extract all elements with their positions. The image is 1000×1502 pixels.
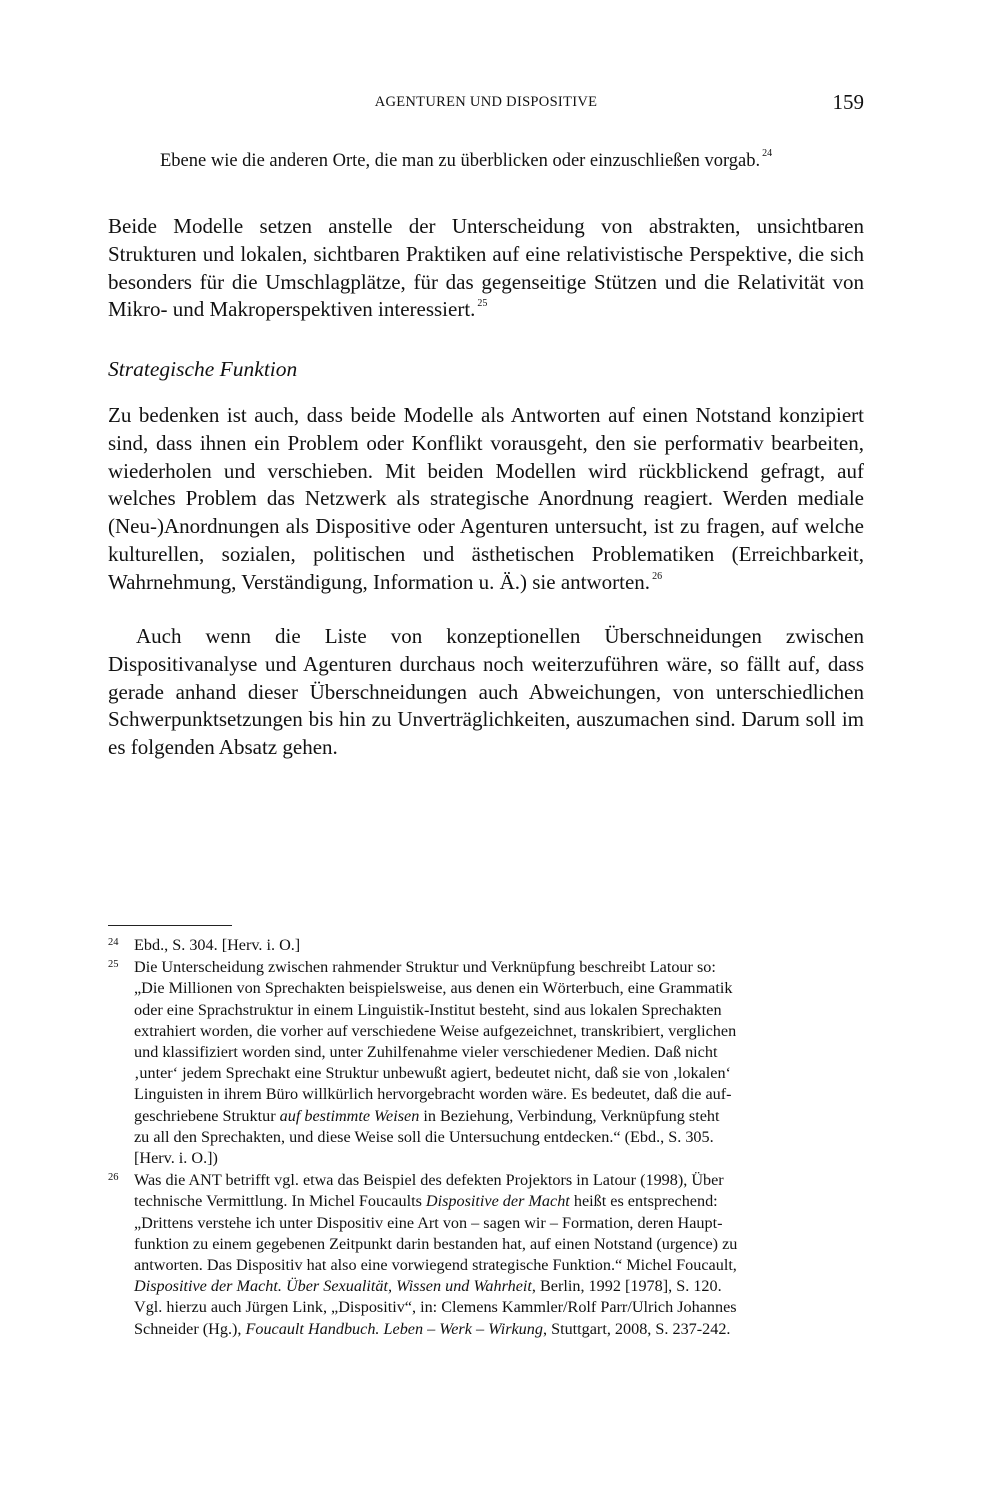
footnote-line — [134, 1106, 864, 1127]
body-paragraph-2 — [108, 402, 864, 601]
running-title: AGENTUREN UND DISPOSITIVE — [374, 94, 598, 110]
footnote-italic-text: auf bestimmte Weisen — [279, 1106, 420, 1125]
footnote-text: in Beziehung, Verbindung, Verknüpfung steht — [419, 1106, 720, 1125]
footnote-divider — [108, 925, 232, 926]
paragraph-1-text: Beide Modelle setzen anstelle der Unterscheidung von abstrakten, unsichtbaren Strukturen und lokalen, sichtbaren Praktiken auf eine relativistische Perspektive, die sich besonders für die Umschlagplätze, für das gegenseitige Stützen und die Relativität von Mikro- und Makroperspektiven interessiert. — [108, 214, 864, 322]
block-quote — [160, 149, 864, 176]
running-header — [108, 90, 864, 120]
paragraph-2-text: Zu bedenken ist auch, dass beide Modelle als Antworten auf einen Notstand konzipiert sind, dass ihnen ein Problem oder Konflikt vorausgeht, den sie performativ bearbeiten, wiederholen und verschieben. Mit beiden Modellen wird rückblickend gefragt, auf welches Problem das Netzwerk als strategische Anordnung reagiert. Werden mediale (Neu-)Anordnungen als Dispositive oder Agenturen untersucht, ist zu fragen, auf welche kulturellen, sozialen, politischen und ästhetischen Problematiken (Erreichbarkeit, Wahrnehmung, Verständigung, Information u. Ä.) sie antworten. — [108, 403, 864, 594]
footnote-line: zu all den Sprechakten, und diese Weise soll die Untersuchung entdecken.“ (Ebd., S. 305. — [134, 1127, 714, 1146]
footnote-24 — [108, 935, 864, 956]
footnote-mark: 24 — [108, 937, 119, 948]
footnotes — [108, 935, 864, 1341]
footnote-text: geschriebene Struktur — [134, 1106, 280, 1125]
footnote-line: Vgl. hierzu auch Jürgen Link, „Dispositiv“, in: Clemens Kammler/Rolf Parr/Ulrich Johannes — [134, 1298, 737, 1317]
footnote-line: ‚unter‘ jedem Sprechakt eine Struktur unbewußt agiert, bedeutet nicht, daß sie von ‚lokalen‘ — [134, 1064, 731, 1083]
footnote-text: , Stuttgart, 2008, S. 237-242. — [542, 1319, 731, 1338]
footnote-italic-text: Dispositive der Macht. Über Sexualität, Wissen und Wahrheit — [134, 1277, 532, 1296]
section-heading: Strategische Funktion — [108, 357, 298, 381]
footnote-line: extrahiert worden, die vorher auf verschiedene Weise aufgezeichnet, transkribiert, verglichen — [134, 1021, 737, 1040]
footnote-line: „Die Millionen von Sprechakten beispielsweise, aus denen ein Wörterbuch, eine Grammatik — [134, 979, 733, 998]
footnote-26 — [108, 1170, 864, 1340]
footnote-ref-26[interactable]: 26 — [652, 570, 663, 582]
footnote-text: , Berlin, 1992 [1978], S. 120. — [531, 1277, 722, 1296]
footnote-line: [Herv. i. O.]) — [134, 1149, 218, 1168]
block-quote-text: Ebene wie die anderen Orte, die man zu überblicken oder einzuschließen vorgab. — [160, 151, 761, 171]
body-paragraph-1 — [108, 213, 864, 328]
paragraph-3-text: Auch wenn die Liste von konzeptionellen Überschneidungen zwischen Dispositivanalyse und Agenturen durchaus noch weiterzuführen wäre, so fällt auf, dass gerade anhand dieser Überschneidungen auch Abweichungen, von unterschiedlichen Schwerpunktsetzungen bis hin zu Unverträglichkeiten, auszumachen sind. Darum soll im es folgenden Absatz gehen. — [108, 624, 864, 760]
page-number: 159 — [832, 90, 864, 114]
footnote-mark: 26 — [108, 1172, 119, 1184]
footnote-line: funktion zu einem gegebenen Zeitpunkt darin bestanden hat, auf einen Notstand (urgence) zu — [134, 1234, 738, 1253]
body-paragraph-3 — [108, 623, 864, 762]
footnote-line: Die Unterscheidung zwischen rahmender Struktur und Verknüpfung beschreibt Latour so: — [134, 958, 716, 977]
footnote-25 — [108, 957, 864, 1169]
footnote-text: technische Vermittlung. In Michel Foucaults — [134, 1192, 426, 1211]
footnote-line: oder eine Sprachstruktur in einem Linguistik-Institut besteht, sind aus lokalen Sprechakten — [134, 1000, 722, 1019]
footnote-line: antworten. Das Dispositiv hat also eine vorwiegend strategische Funktion.“ Michel Foucault, — [134, 1256, 737, 1275]
footnote-line: Linguisten in ihrem Büro willkürlich hervorgebracht worden wäre. Es bedeutet, daß die auf- — [134, 1085, 732, 1104]
footnote-line: „Drittens verstehe ich unter Dispositiv eine Art von – sagen wir – Formation, deren Haupt- — [134, 1213, 723, 1232]
footnote-italic-text: Foucault Handbuch. Leben – Werk – Wirkung — [245, 1319, 543, 1338]
footnote-line — [134, 1191, 864, 1212]
footnote-text: heißt es entsprechend: — [569, 1192, 718, 1211]
footnote-italic-text: Dispositive der Macht — [425, 1192, 570, 1211]
footnote-ref-25[interactable]: 25 — [477, 298, 488, 310]
footnote-line: Was die ANT betrifft vgl. etwa das Beispiel des defekten Projektors in Latour (1998), Über — [134, 1171, 724, 1190]
footnote-line — [134, 1276, 864, 1297]
footnote-mark: 25 — [108, 959, 119, 971]
footnote-line: Ebd., S. 304. [Herv. i. O.] — [134, 936, 301, 954]
footnote-ref-24[interactable]: 24 — [762, 148, 773, 159]
footnote-line: und klassifiziert worden sind, unter Zuhilfenahme vieler verschiedener Medien. Daß nicht — [134, 1043, 718, 1062]
footnote-line — [134, 1319, 864, 1340]
footnote-text: Schneider (Hg.), — [134, 1319, 246, 1338]
